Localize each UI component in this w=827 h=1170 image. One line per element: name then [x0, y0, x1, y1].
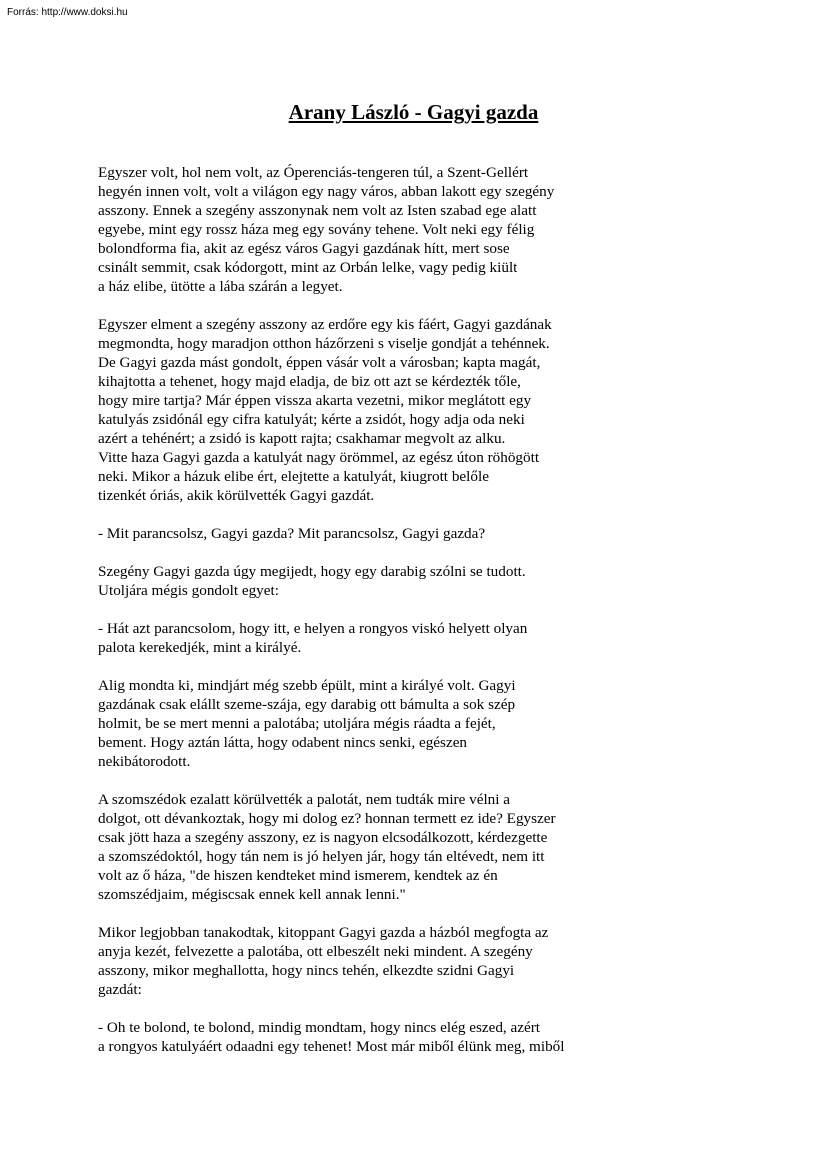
paragraph — [98, 562, 618, 600]
text-line: megmondta, hogy maradjon otthon házőrzeni s viselje gondját a tehénnek. — [98, 335, 550, 352]
text-line: Utoljára mégis gondolt egyet: — [98, 582, 279, 599]
text-line: asszony. Ennek a szegény asszonynak nem volt az Isten szabad ege alatt — [98, 202, 537, 219]
text-line: egyebe, mint egy rossz háza meg egy sovány tehene. Volt neki egy félig — [98, 221, 535, 238]
text-line: csak jött haza a szegény asszony, ez is nagyon elcsodálkozott, kérdezgette — [98, 829, 548, 846]
text-line: kihajtotta a tehenet, hogy majd eladja, de biz ott azt se kérdezték tőle, — [98, 373, 521, 390]
text-line: Egyszer volt, hol nem volt, az Óperenciás-tengeren túl, a Szent-Gellért — [98, 164, 529, 181]
text-line: hegyén innen volt, volt a világon egy nagy város, abban lakott egy szegény — [98, 183, 555, 200]
text-line: Alig mondta ki, mindjárt még szebb épült, mint a királyé volt. Gagyi — [98, 677, 516, 694]
text-line: - Mit parancsolsz, Gagyi gazda? Mit parancsolsz, Gagyi gazda? — [98, 525, 486, 542]
paragraph — [98, 315, 618, 505]
text-line: azért a tehénért; a zsidó is kapott rajta; csakhamar megvolt az alku. — [98, 430, 506, 447]
text-line: dolgot, ott dévankoztak, hogy mi dolog ez? honnan termett ez ide? Egyszer — [98, 810, 556, 827]
text-line: De Gagyi gazda mást gondolt, éppen vásár volt a városban; kapta magát, — [98, 354, 541, 371]
text-line: palota kerekedjék, mint a királyé. — [98, 639, 302, 656]
text-line: holmit, be se mert menni a palotába; utoljára mégis ráadta a fejét, — [98, 715, 496, 732]
source-note: Forrás: http://www.doksi.hu — [7, 7, 128, 18]
text-line: szomszédjaim, mégiscsak ennek kell annak lenni." — [98, 886, 406, 903]
text-line: a rongyos katulyáért odaadni egy tehenet! Most már miből élünk meg, miből — [98, 1038, 565, 1055]
text-line: - Oh te bolond, te bolond, mindig mondtam, hogy nincs elég eszed, azért — [98, 1019, 541, 1036]
text-line: Szegény Gagyi gazda úgy megijedt, hogy egy darabig szólni se tudott. — [98, 563, 526, 580]
text-line: anyja kezét, felvezette a palotába, ott elbeszélt neki mindent. A szegény — [98, 943, 533, 960]
document-title: Arany László - Gagyi gazda — [288, 100, 539, 124]
text-line: neki. Mikor a házuk elibe ért, elejtette a katulyát, kiugrott belőle — [98, 468, 489, 485]
text-line: nekibátorodott. — [98, 753, 191, 770]
paragraph — [98, 619, 618, 657]
text-line: Vitte haza Gagyi gazda a katulyát nagy örömmel, az egész úton röhögött — [98, 449, 540, 466]
paragraph — [98, 1018, 618, 1056]
text-line: csinált semmit, csak kódorgott, mint az Orbán lelke, vagy pedig kiült — [98, 259, 518, 276]
text-line: - Hát azt parancsolom, hogy itt, e helyen a rongyos viskó helyett olyan — [98, 620, 528, 637]
paragraph — [98, 163, 618, 296]
text-line: tizenkét óriás, akik körülvették Gagyi gazdát. — [98, 487, 375, 504]
text-line: a szomszédoktól, hogy tán nem is jó helyen jár, hogy tán eltévedt, nem itt — [98, 848, 545, 865]
paragraph — [98, 524, 618, 543]
text-line: A szomszédok ezalatt körülvették a palotát, nem tudták mire vélni a — [98, 791, 511, 808]
text-line: Mikor legjobban tanakodtak, kitoppant Gagyi gazda a házból megfogta az — [98, 924, 549, 941]
text-line: a ház elibe, ütötte a lába szárán a legyet. — [98, 278, 343, 295]
story-body — [98, 163, 618, 1075]
text-line: bolondforma fia, akit az egész város Gagyi gazdának hítt, mert sose — [98, 240, 510, 257]
paragraph — [98, 790, 618, 904]
text-line: gazdának csak elállt szeme-szája, egy darabig ott bámulta a sok szép — [98, 696, 516, 713]
text-line: bement. Hogy aztán látta, hogy odabent nincs senki, egészen — [98, 734, 468, 751]
text-line: volt az ő háza, "de hiszen kendteket mind ismerem, kendtek az én — [98, 867, 498, 884]
paragraph — [98, 923, 618, 999]
paragraph — [98, 676, 618, 771]
text-line: Egyszer elment a szegény asszony az erdőre egy kis fáért, Gagyi gazdának — [98, 316, 552, 333]
text-line: asszony, mikor meghallotta, hogy nincs tehén, elkezdte szidni Gagyi — [98, 962, 515, 979]
text-line: gazdát: — [98, 981, 142, 998]
text-line: hogy mire tartja? Már éppen vissza akarta vezetni, mikor meglátott egy — [98, 392, 532, 409]
text-line: katulyás zsidónál egy cifra katulyát; kérte a zsidót, hogy adja oda neki — [98, 411, 525, 428]
